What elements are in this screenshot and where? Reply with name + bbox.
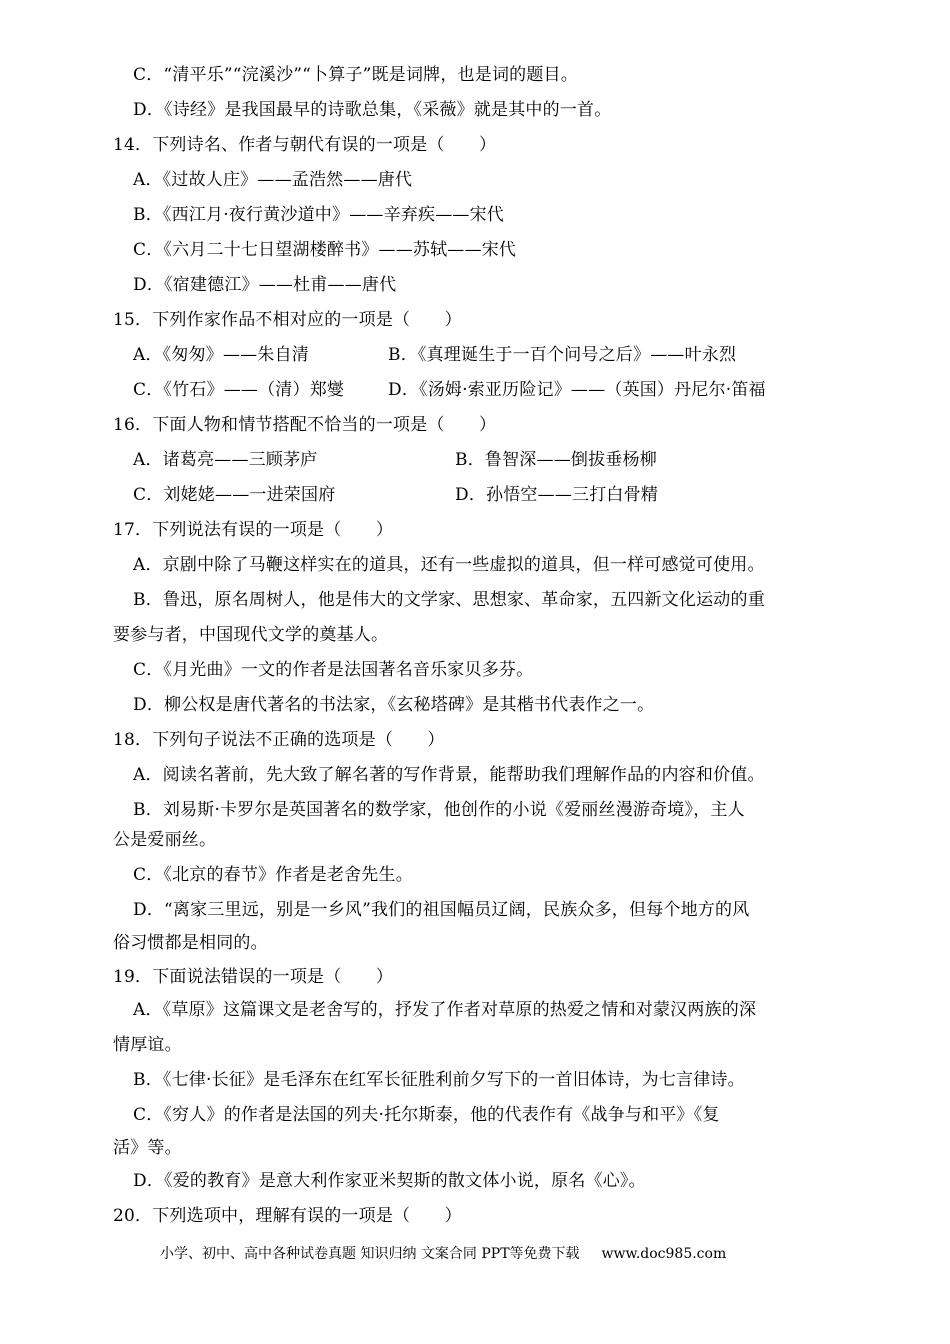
q14-option-c: C．《六月二十七日望湖楼醉书》——苏轼——宋代 <box>133 240 517 260</box>
question-19: 19．下面说法错误的一项是（ ） <box>113 967 394 987</box>
q14-option-b: B．《西江月·夜行黄沙道中》——辛弃疾——宋代 <box>133 205 504 225</box>
question-16: 16．下面人物和情节搭配不恰当的一项是（ ） <box>113 415 497 435</box>
q19-option-c-cont: 活》等。 <box>113 1138 182 1158</box>
q16-option-a: A．诸葛亮——三顾茅庐 <box>133 450 318 470</box>
q19-option-c: C．《穷人》的作者是法国的列夫·托尔斯泰，他的代表作有《战争与和平》《复 <box>133 1105 720 1125</box>
q13-option-c: C．“清平乐”“浣溪沙”“卜算子”既是词牌，也是词的题目。 <box>133 65 578 85</box>
q14-option-a: A．《过故人庄》——孟浩然——唐代 <box>133 170 413 190</box>
q19-option-b: B．《七律·长征》是毛泽东在红军长征胜利前夕写下的一首旧体诗，为七言律诗。 <box>133 1070 745 1090</box>
q19-option-a: A．《草原》这篇课文是老舍写的，抒发了作者对草原的热爱之情和对蒙汉两族的深 <box>133 1000 757 1020</box>
q16-option-c: C．刘姥姥——一进荣国府 <box>133 485 336 505</box>
question-18: 18．下列句子说法不正确的选项是（ ） <box>113 730 445 750</box>
page-footer <box>160 1244 726 1264</box>
q19-option-a-cont: 情厚谊。 <box>113 1035 182 1055</box>
question-20: 20．下列选项中，理解有误的一项是（ ） <box>113 1206 462 1226</box>
question-17: 17．下列说法有误的一项是（ ） <box>113 520 394 540</box>
question-15: 15．下列作家作品不相对应的一项是（ ） <box>113 310 462 330</box>
q14-option-d: D．《宿建德江》——杜甫——唐代 <box>133 275 397 295</box>
footer-url[interactable]: www.doc985.com <box>601 1246 727 1262</box>
footer-text: 小学、初中、高中各种试卷真题 知识归纳 文案合同 PPT等免费下载 <box>160 1246 580 1262</box>
q13-option-d: D．《诗经》是我国最早的诗歌总集，《采薇》就是其中的一首。 <box>133 100 612 120</box>
q15-option-c: C．《竹石》——（清）郑燮 <box>133 380 345 400</box>
q16-option-d: D．孙悟空——三打白骨精 <box>455 485 659 505</box>
q17-option-b-cont: 要参与者，中国现代文学的奠基人。 <box>113 625 389 645</box>
q18-option-b-cont: 公是爱丽丝。 <box>113 830 217 850</box>
q17-option-b: B．鲁迅，原名周树人，他是伟大的文学家、思想家、革命家，五四新文化运动的重 <box>133 590 765 610</box>
q18-option-c: C．《北京的春节》作者是老舍先生。 <box>133 865 413 885</box>
q17-option-d: D．柳公权是唐代著名的书法家，《玄秘塔碑》是其楷书代表作之一。 <box>133 695 655 715</box>
q18-option-b: B．刘易斯·卡罗尔是英国著名的数学家，他创作的小说《爱丽丝漫游奇境》，主人 <box>133 800 745 820</box>
q17-option-c: C．《月光曲》一文的作者是法国著名音乐家贝多芬。 <box>133 660 534 680</box>
q19-option-d: D．《爱的教育》是意大利作家亚米契斯的散文体小说，原名《心》。 <box>133 1171 646 1191</box>
q16-option-b: B．鲁智深——倒拔垂杨柳 <box>455 450 657 470</box>
q15-option-d: D．《汤姆·索亚历险记》——（英国）丹尼尔·笛福 <box>388 380 766 400</box>
question-14: 14．下列诗名、作者与朝代有误的一项是（ ） <box>113 135 497 155</box>
q15-option-a: A．《匆匆》——朱自清 <box>133 345 309 365</box>
q17-option-a: A．京剧中除了马鞭这样实在的道具，还有一些虚拟的道具，但一样可感觉可使用。 <box>133 555 765 575</box>
q18-option-d: D．“离家三里远，别是一乡风”我们的祖国幅员辽阔，民族众多，但每个地方的风 <box>133 900 750 920</box>
q15-option-b: B．《真理诞生于一百个问号之后》——叶永烈 <box>388 345 737 365</box>
q18-option-d-cont: 俗习惯都是相同的。 <box>113 933 268 953</box>
q18-option-a: A．阅读名著前，先大致了解名著的写作背景，能帮助我们理解作品的内容和价值。 <box>133 765 765 785</box>
